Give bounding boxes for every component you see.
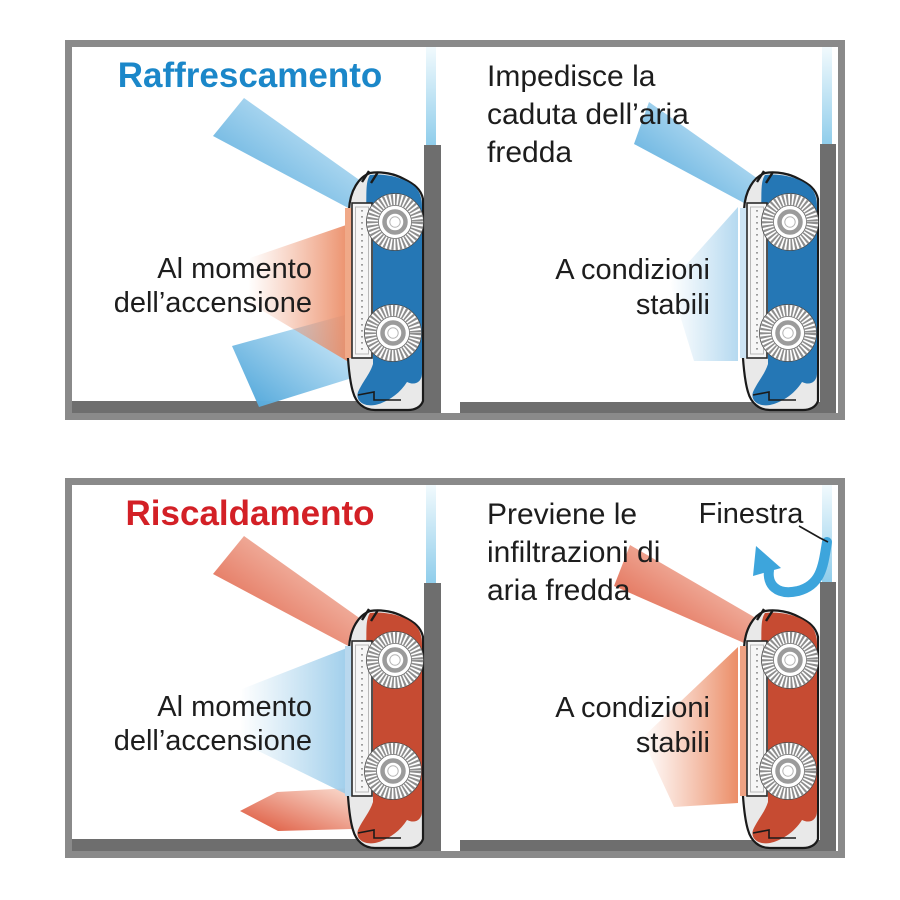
warm-airflow-band-up: [213, 536, 365, 648]
cold-airflow-band-up: [213, 98, 365, 210]
note-line: aria fredda: [487, 574, 631, 607]
caption-line: Al momento: [157, 691, 312, 723]
note-line: caduta dell’aria: [487, 98, 689, 131]
window-glass: [426, 47, 436, 146]
caption-line: A condizioni: [555, 692, 710, 724]
window-glass: [426, 485, 436, 584]
cooling-title: Raffrescamento: [117, 56, 383, 95]
caption-line: dell’accensione: [113, 725, 312, 757]
cooling-startup-caption: [85, 252, 312, 320]
room-wall: [424, 145, 441, 413]
window-label: Finestra: [698, 498, 804, 530]
caption-line: stabili: [635, 289, 710, 321]
caption-line: Al momento: [157, 253, 312, 285]
note-line: Previene le: [487, 498, 638, 531]
caption-line: A condizioni: [555, 254, 710, 286]
note-line: fredda: [487, 136, 573, 169]
window-glass: [822, 47, 832, 145]
cooling-room-diagram: [65, 40, 845, 420]
window-draft-arrowhead: [753, 546, 781, 576]
cooling-stable-note: [487, 58, 727, 172]
indoor-unit: [345, 609, 424, 848]
room-wall: [424, 583, 441, 851]
indoor-unit: [740, 171, 819, 410]
room-wall: [820, 144, 836, 413]
indoor-unit: [345, 171, 424, 410]
indoor-unit: [740, 609, 819, 848]
caption-line: dell’accensione: [113, 287, 312, 319]
note-line: infiltrazioni di: [487, 536, 661, 569]
heating-stable-caption: [530, 691, 710, 761]
cooling-stable-caption: [530, 253, 710, 323]
caption-line: stabili: [635, 727, 710, 759]
heating-title: Riscaldamento: [125, 494, 375, 533]
note-line: Impedisce la: [487, 60, 656, 93]
room-wall: [820, 582, 836, 851]
heating-startup-caption: [85, 690, 312, 758]
warm-airflow-band-down: [240, 788, 352, 831]
heating-room-diagram: [65, 478, 845, 858]
